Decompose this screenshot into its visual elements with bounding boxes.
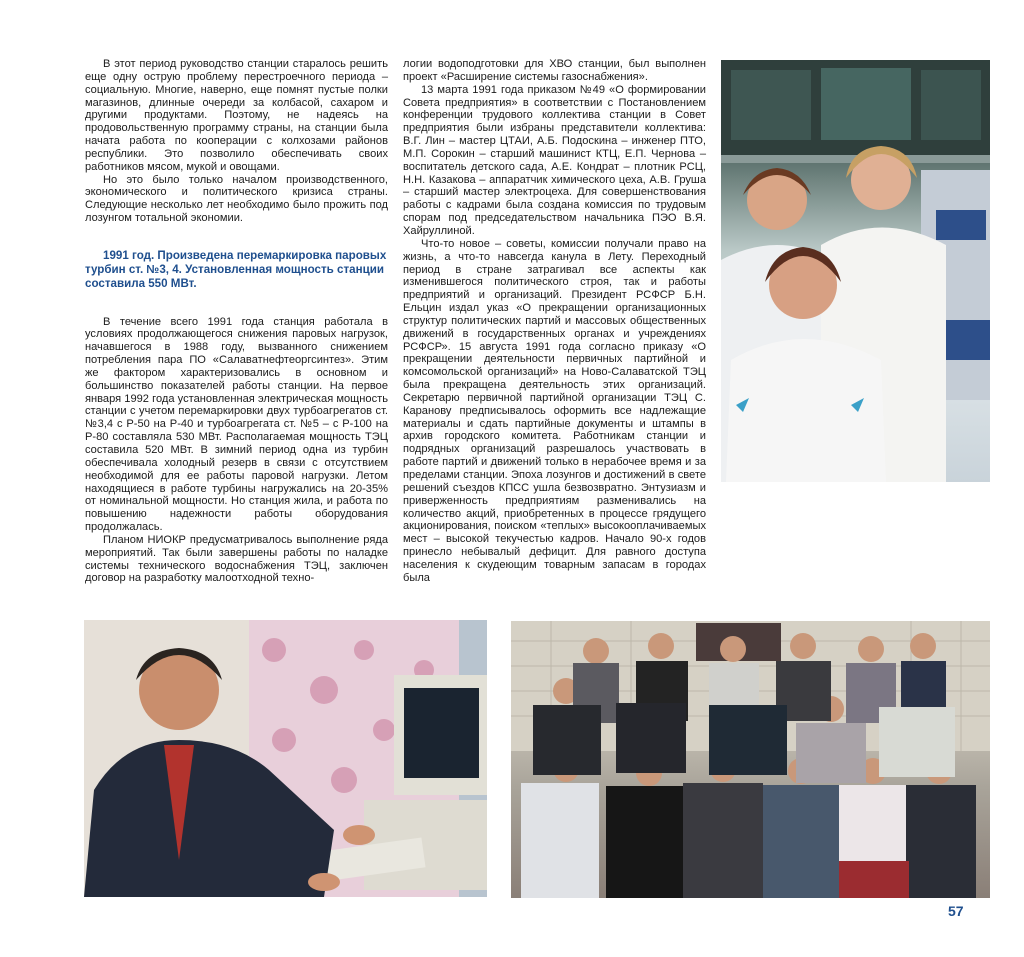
paragraph: логии водоподготовки для ХВО станции, был выполнен проект «Расширение системы газоснабжения».: [403, 58, 706, 83]
photo-laboratory-staff: [721, 60, 990, 482]
page-number: 57: [948, 903, 964, 919]
paragraph: В течение всего 1991 года станция работала в условиях продолжающегося снижения паровых нагрузок, начавшегося в 1988 году, вызванного снижением потребления пара ПО «Салаватнефтеоргсинтез». Этим же фактором характеризовались в основном и большинство показателей работы станции. На первое января 1992 года установленная электрическая мощность станции с учетом перемаркировки двух турбоагрегатов ст. №3,4 с Р-50 на Р-40 и турбоагрегата ст. №5 – с Р-100 на Р-80 составляла 530 МВт. Располагаемая мощность ТЭЦ составила 520 МВт. В зимний период одна из турбин обеспечивала холодный резерв в связи с отсутствием необходимой для ее работы паровой нагрузки. Летом находящиеся в работе турбины нагружались на 20-35% от номинальной мощности. Но станция жила, и работа по повышению надежности работы оборудования продолжалась.: [85, 315, 388, 534]
text-column-middle: [403, 58, 706, 585]
paragraph: Планом НИОКР предусматривалось выполнение ряда мероприятий. Так были завершены работы по наладке системы технического водоснабжения ТЭЦ, заключен договор на разработку малоотходной техно-: [85, 533, 388, 585]
photo-man-at-computer: [84, 620, 487, 897]
paragraph: Но это было только началом производственного, экономического и политического кризиса страны. Следующие несколько лет необходимо было прожить под лозунгом тотальной экономии.: [85, 173, 388, 225]
paragraph: Что-то новое – советы, комиссии получали право на жизнь, а что-то навсегда канула в Лету. Переходный период в стране затрагивал все аспекты как изменившегося политического строя, так и работы предприятий и организаций. Президент РСФСР Б.Н. Ельцин издал указ «О прекращении организационных структур политических партий и массовых общественных движений в государственных органах и учреждениях РСФСР». 15 августа 1991 года согласно приказу «О прекращении деятельности первичных партийной и комсомольской организаций» на Ново-Салаватской ТЭЦ была прекращена деятельность этих организаций. Секретарю первичной партийной организации ТЭЦ С. Каранову предписывалось оформить все надлежащие материалы и сдать партийные документы и штампы в архив городского комитета. Работникам станции и подрядных организаций разрешалось участвовать в работе партий и движений только в нерабочее время и за пределами станции. Эпоха лозунгов и достижений в свете решений съездов КПСС ушла безвозвратно. Энтузиазм и приверженность предприятиям разменивались на количество акций, приобретенных в процессе грядущего акционирования, поиском «теплых» высокооплачиваемых мест – высокой текучестью кадров. Начало 90-х годов принесло небывалый дефицит. Для равного доступа населения к скудеющим товарным запасам в городах была: [403, 237, 706, 584]
paragraph: В этот период руководство станции старалось решить еще одну острую проблему перестроечного периода – социальную. Многие, наверно, еще помнят пустые полки магазинов, длинные очереди за колбасой, сахаром и другими продуктами. Поэтому, не надеясь на продовольственную программу страны, на станции была начата работа по кооперации с колхозами районов республики. Это позволило обеспечивать своих работников мясом, мукой и овощами.: [85, 58, 388, 173]
paragraph: 13 марта 1991 года приказом №49 «О формировании Совета предприятия» в соответствии с Постановлением конференции трудового коллектива станции в Совет предприятия были избраны представители коллектива: В.Г. Лин – мастер ЦТАИ, А.Б. Подоскина – инженер ПТО, М.П. Сорокин – старший машинист КТЦ, Е.П. Чернова – воспитатель детского сада, А.Е. Кондрат – плотник РСЦ, Н.Н. Казакова – аппаратчик химического цеха, А.В. Груша – старший мастер электроцеха. Для совершенствования работы с кадрами была создана комиссия по трудовым спорам под председательством начальника ПЭО В.Я. Хайруллиной.: [403, 83, 706, 237]
photo-group-of-employees: [511, 621, 990, 898]
text-column-left: [85, 58, 388, 585]
section-heading: 1991 год. Произведена перемаркировка паровых турбин ст. №3, 4. Установленная мощность станции составила 550 МВт.: [85, 248, 387, 291]
